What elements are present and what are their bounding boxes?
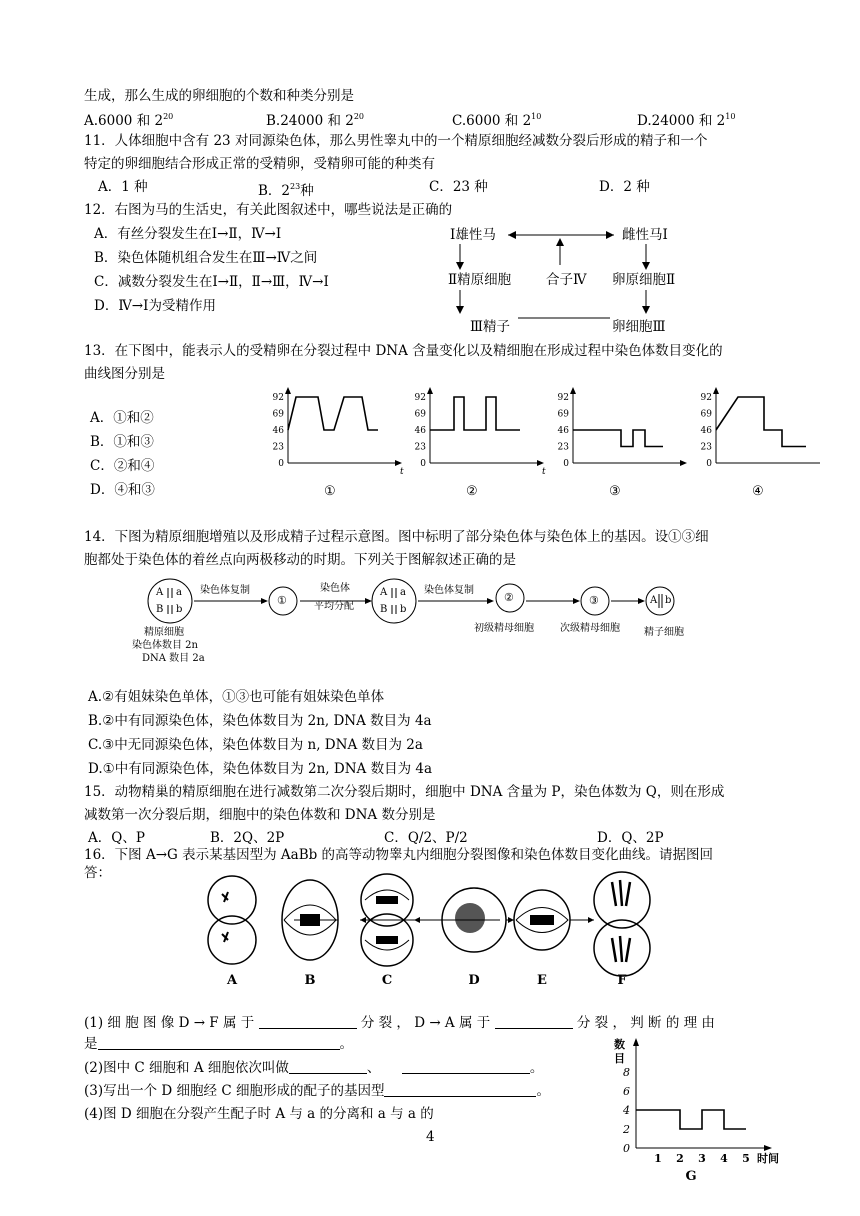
cell-arrowhead	[508, 917, 514, 923]
graph-y-tick: 92	[700, 393, 712, 403]
graph-y-tick: 23	[272, 442, 284, 453]
graph-y-tick: 0	[563, 459, 569, 469]
q16-sub2: (2)图中 C 细胞和 A 细胞依次叫做 、 。	[84, 1060, 544, 1076]
cell-a-top	[208, 876, 256, 924]
q16-cell-images	[200, 870, 680, 990]
cell-1-label: ①	[277, 594, 287, 607]
gene-B-label: B	[156, 604, 164, 615]
graph-number-label: ①	[324, 484, 336, 499]
gene-b-label-2: b	[400, 604, 407, 615]
q16-line2: 答：	[84, 865, 111, 881]
cell-label-f: F	[617, 973, 627, 988]
step-equal-division-2: 平均分配	[314, 601, 354, 612]
graph-y-tick: 92	[414, 393, 426, 403]
cell-3-label: ③	[589, 594, 599, 607]
cell-c-chrom-2	[376, 936, 398, 944]
q10-option-b: B.24000 和 $2^{20}$	[266, 112, 365, 129]
q12-option-d: D．Ⅳ→Ⅰ为受精作用	[94, 298, 216, 314]
graph-g-xlabel: 时间	[757, 1152, 779, 1165]
graph-number-label: ④	[752, 484, 764, 499]
q14-line2: 胞都处于染色体的着丝点向两极移动的时期。下列关于图解叙述正确的是	[84, 552, 516, 568]
graph-y-tick: 46	[700, 426, 712, 436]
graph-y-tick: 46	[414, 426, 426, 436]
graph-curve	[288, 397, 378, 430]
graph-x-label: t	[542, 467, 546, 477]
label-oogonium: 卵原细胞Ⅱ	[612, 272, 676, 288]
graph-g-y-tick: 6	[623, 1085, 630, 1098]
q14-option-c: C.③中无同源染色体，染色体数目为 n, DNA 数目为 2a	[88, 737, 423, 753]
label-sperm: Ⅲ精子	[470, 319, 511, 335]
graph-curve	[430, 397, 520, 430]
step-equal-division-1: 染色体	[320, 583, 350, 594]
gene-a-label: a	[176, 587, 182, 598]
cell-c-chrom-1	[376, 896, 398, 904]
q15-option-b: B．2Q、2P	[210, 830, 285, 846]
step-replication-1: 染色体复制	[200, 585, 250, 596]
cell-arrowhead	[588, 917, 594, 923]
graph-y-arrow	[427, 387, 433, 394]
cell-label-d: D	[468, 973, 480, 988]
spermatogenesis-diagram	[128, 570, 708, 670]
q15-line2: 减数第一次分裂后期，细胞中的染色体数和 DNA 数分别是	[84, 807, 436, 823]
q11-line2: 特定的卵细胞结合形成正常的受精卵，受精卵可能的种类有	[84, 156, 435, 172]
q12-option-a: A．有丝分裂发生在Ⅰ→Ⅱ，Ⅳ→Ⅰ	[94, 226, 282, 242]
q16-sub3: (3)写出一个 D 细胞经 C 细胞形成的配子的基因型 。	[84, 1083, 550, 1099]
q13-option-c: C．②和④	[90, 458, 155, 474]
graph-g-x-tick: 3	[698, 1152, 706, 1165]
q16-sub4: (4)图 D 细胞在分裂产生配子时 A 与 a 的分离和 a 与 a 的	[84, 1106, 434, 1122]
graph-g-y-tick: 4	[623, 1104, 630, 1117]
q14-option-b: B.②中有同源染色体，染色体数目为 2n, DNA 数目为 4a	[88, 713, 432, 729]
graph-curve	[716, 397, 806, 447]
graph-g-x-arrow	[764, 1145, 772, 1151]
graph-y-tick: 23	[557, 442, 569, 453]
graph-x-arrow	[395, 460, 402, 466]
graph-y-tick: 69	[700, 409, 712, 420]
gene-a-label-2: a	[400, 587, 406, 598]
label-spermatid: 精子细胞	[644, 627, 684, 638]
cell-label-a: A	[226, 973, 238, 988]
graph-g-x-tick: 1	[654, 1152, 662, 1165]
graph-x-arrow	[680, 460, 687, 466]
q16-line1: 16．下图 A→G 表示某基因型为 AaBb 的高等动物睾丸内细胞分裂图像和染色体数目变化曲线。请据图回	[84, 847, 714, 863]
q13-option-d: D．④和③	[90, 482, 155, 498]
graph-g-y-tick: 2	[623, 1123, 630, 1136]
cell-d-nucleus	[455, 903, 485, 933]
graph-g-curve	[636, 1110, 746, 1129]
cell-2-label: ②	[504, 591, 514, 604]
q11-option-d: D．2 种	[599, 179, 650, 195]
q10-option-d: D.24000 和 $2^{10}$	[637, 112, 736, 129]
q12-stem: 12．右图为马的生活史，有关此图叙述中，哪些说法是正确的	[84, 202, 453, 218]
label-dna-count: DNA 数目 2a	[142, 653, 205, 664]
graph-g-x-tick: 5	[742, 1152, 750, 1165]
graph-y-tick: 0	[278, 459, 284, 469]
graph-x-arrow	[537, 460, 544, 466]
gene-b-label: b	[176, 604, 183, 615]
graph-y-arrow	[713, 387, 719, 394]
q10-option-a: A.6000 和 $2^{20}$	[84, 112, 174, 129]
cell-arrowhead	[360, 917, 366, 923]
label-female-horse: 雌性马Ⅰ	[622, 227, 668, 243]
graph-y-tick: 46	[272, 426, 284, 436]
graph-g-x-tick: 4	[720, 1152, 728, 1165]
graph-y-tick: 69	[272, 409, 284, 420]
label-male-horse: Ⅰ雄性马	[450, 227, 496, 243]
q15-option-d: D．Q、2P	[597, 830, 664, 846]
graph-y-tick: 0	[706, 459, 712, 469]
graph-y-tick: 23	[414, 442, 426, 453]
label-zygote: 合子Ⅳ	[546, 272, 587, 288]
graph-g-y-arrow	[633, 1038, 639, 1046]
gene-B-label-2: B	[380, 604, 388, 615]
blank-5[interactable]	[402, 1059, 530, 1074]
graph-y-tick: 69	[557, 409, 569, 420]
blank-2[interactable]	[495, 1014, 573, 1029]
q13-line2: 曲线图分别是	[84, 366, 165, 382]
blank-1[interactable]	[259, 1014, 357, 1029]
label-spermatogonium-cell: 精原细胞	[144, 627, 184, 638]
label-secondary-spermatocyte: 次级精母细胞	[560, 623, 620, 634]
q12-option-b: B．染色体随机组合发生在Ⅲ→Ⅳ之间	[94, 250, 318, 266]
graph-y-tick: 0	[420, 459, 426, 469]
cell-e-chromosomes	[530, 915, 554, 925]
q11-option-b: B．$2^{23}$种	[258, 182, 314, 199]
graph-y-tick: 92	[557, 393, 569, 403]
graph-y-arrow	[285, 387, 291, 394]
q13-line1: 13．在下图中，能表示人的受精卵在分裂过程中 DNA 含量变化以及精细胞在形成过程中染色体数目变化的	[84, 343, 723, 359]
q11-option-a: A．1 种	[98, 179, 148, 195]
graph-y-tick: 69	[414, 409, 426, 420]
q14-line1: 14．下图为精原细胞增殖以及形成精子过程示意图。图中标明了部分染色体与染色体上的基因。设①③细	[84, 529, 709, 545]
gene-A-label-3: A	[650, 595, 658, 606]
gene-A-label-2: A	[380, 587, 388, 598]
q13-graphs	[260, 385, 820, 505]
graph-g-ylabel-1: 数	[614, 1038, 625, 1051]
graph-y-tick: 46	[557, 426, 569, 436]
graph-g	[600, 1036, 780, 1186]
graph-g-name: G	[685, 1169, 697, 1184]
graph-g-ylabel-2: 目	[614, 1052, 625, 1065]
label-spermatogonium: Ⅱ精原细胞	[448, 272, 512, 288]
label-primary-spermatocyte: 初级精母细胞	[474, 623, 534, 634]
q12-option-c: C．减数分裂发生在Ⅰ→Ⅱ，Ⅱ→Ⅲ，Ⅳ→Ⅰ	[94, 274, 329, 290]
q10-stem: 生成，那么生成的卵细胞的个数和种类分别是	[84, 88, 354, 104]
label-chromosome-count: 染色体数目 2n	[132, 640, 198, 651]
q11-line1: 11．人体细胞中含有 23 对同源染色体，那么男性睾丸中的一个精原细胞经减数分裂后形成的精子和一个	[84, 133, 708, 149]
cell-arrowhead	[414, 917, 420, 923]
q14-option-a: A.②有姐妹染色单体，①③也可能有姐妹染色单体	[88, 689, 385, 705]
graph-g-x-tick: 2	[676, 1152, 684, 1165]
cell-label-e: E	[537, 973, 547, 988]
graph-y-arrow	[570, 387, 576, 394]
gene-A-label: A	[156, 587, 164, 598]
blank-6[interactable]	[384, 1082, 536, 1097]
q13-option-b: B．①和③	[90, 434, 154, 450]
graph-number-label: ②	[466, 484, 478, 499]
step-replication-2: 染色体复制	[424, 585, 474, 596]
q15-option-c: C．Q/2、P/2	[384, 830, 468, 846]
graph-y-tick: 23	[700, 442, 712, 453]
horse-lifecycle-diagram	[440, 220, 700, 340]
cell-label-b: B	[304, 973, 316, 988]
q14-option-d: D.①中有同源染色体，染色体数目为 2n, DNA 数目为 4a	[88, 761, 432, 777]
blank-4[interactable]	[289, 1059, 367, 1074]
cell-a-bottom	[208, 916, 256, 964]
q13-option-a: A．①和②	[90, 410, 154, 426]
cell-label-c: C	[381, 973, 393, 988]
gene-b-label-3: b	[665, 595, 672, 606]
graph-number-label: ③	[609, 484, 621, 499]
q10-option-c: C.6000 和 $2^{10}$	[452, 112, 542, 129]
q16-sub1: (1) 细 胞 图 像 D → F 属 于 分 裂 ， D → A 属 于 分 裂 ， 判 断 的 理 由	[84, 1015, 715, 1031]
page-number: 4	[426, 1129, 435, 1145]
graph-g-y-tick: 0	[623, 1142, 630, 1155]
blank-3[interactable]	[98, 1035, 340, 1050]
graph-curve	[573, 430, 663, 447]
q15-option-a: A．Q、P	[88, 830, 145, 846]
label-egg: 卵细胞Ⅲ	[612, 319, 666, 335]
q16-sub1-cont: 是 。	[84, 1036, 353, 1052]
graph-y-tick: 92	[272, 393, 284, 403]
q15-line1: 15．动物精巢的精原细胞在进行减数第二次分裂后期时，细胞中 DNA 含量为 P，染色体数为 Q，则在形成	[84, 784, 725, 800]
graph-x-label: t	[400, 467, 404, 477]
graph-g-y-tick: 8	[623, 1066, 630, 1079]
q11-option-c: C．23 种	[429, 179, 488, 195]
